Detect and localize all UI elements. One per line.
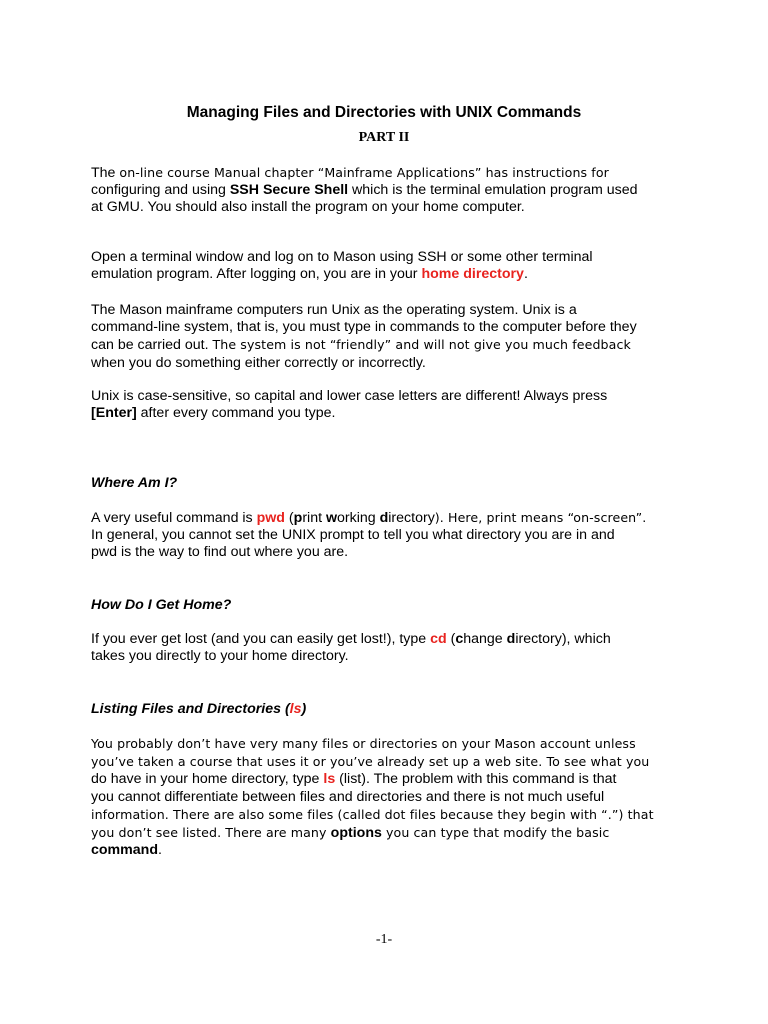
where-letter: p (293, 510, 303, 526)
how-do-i-get-home-heading: How Do I Get Home? (91, 597, 232, 613)
where-text: rint (302, 510, 326, 526)
home-text: takes you directly to your home directory. (91, 648, 349, 665)
mason-text: when you do something either correctly or incorrectly. (91, 354, 426, 371)
case-sensitive-paragraph (91, 388, 691, 422)
where-text: ( (284, 510, 294, 526)
listing-text: you don’t see listed. There are many (91, 825, 331, 841)
where-letter: d (379, 510, 389, 526)
mason-text: The Mason mainframe computers run Unix as the operating system. Unix is a (91, 302, 577, 318)
open-terminal-paragraph (91, 249, 691, 283)
intro-text: at GMU. You should also install the program on your home computer. (91, 199, 525, 216)
home-letter: c (455, 631, 464, 647)
cd-command: cd (430, 631, 447, 647)
where-am-i-heading: Where Am I? (91, 475, 178, 491)
get-home-paragraph (91, 631, 691, 665)
listing-text: information. There are also some files (called dot files because they begin with “.”) that (91, 806, 654, 822)
home-text: hange (463, 631, 507, 647)
pwd-command: pwd (256, 510, 285, 526)
home-text: irectory), which (515, 631, 611, 647)
page-number: -1- (375, 932, 393, 947)
where-text: irectory (388, 510, 435, 526)
listing-text: you cannot differentiate between files and directories and there is not much useful (91, 788, 605, 805)
open-text: Open a terminal window and log on to Mason using SSH or some other terminal (91, 249, 593, 265)
listing-text: do have in your home directory, type (91, 771, 324, 788)
open-text: emulation program. After logging on, you are in your (91, 266, 422, 283)
listing-text: you’ve taken a course that uses it or you’ve already set up a web site. To see what you (91, 754, 650, 770)
home-directory-term: home directory (421, 266, 524, 283)
case-text: after every command you type. (136, 405, 336, 422)
intro-text: on-line course Manual chapter “Mainframe Applications” has instructions for (119, 165, 609, 180)
intro-text: configuring and using (91, 182, 230, 199)
home-text: ( (446, 631, 456, 647)
ls-heading-term: ls (289, 701, 302, 717)
listing-text: you can type that modify the basic (381, 825, 610, 841)
home-letter: d (506, 631, 516, 647)
enter-key-term: [Enter] (91, 405, 137, 422)
intro-paragraph (91, 164, 691, 217)
listing-text: . (158, 842, 162, 859)
command-term: command (91, 842, 159, 859)
options-term: options (330, 825, 382, 842)
open-text: . (523, 266, 528, 283)
mason-text: can be carried out. (91, 337, 213, 354)
where-letter: w (325, 510, 338, 526)
case-text: Unix is case-sensitive, so capital and lower case letters are different! Always press (91, 388, 608, 404)
listing-text: (list). The problem with this command is that (335, 771, 617, 788)
home-text: If you ever get lost (and you can easily get lost!), type (91, 631, 431, 647)
where-text: pwd is the way to find out where you are. (91, 544, 349, 561)
listing-heading-text: Listing Files and Directories ( (91, 701, 290, 717)
mason-paragraph (91, 302, 691, 372)
listing-files-heading (91, 701, 306, 717)
listing-text: You probably don’t have very many files or directories on your Mason account unless (91, 736, 636, 751)
listing-files-paragraph (91, 735, 691, 859)
listing-heading-text: ) (301, 701, 307, 717)
intro-text: which is the terminal emulation program used (348, 182, 638, 199)
where-am-i-paragraph (91, 509, 691, 562)
where-text: A very useful command is (91, 510, 257, 526)
intro-text: The (91, 165, 120, 181)
mason-text: command-line system, that is, you must type in commands to the computer before they (91, 319, 637, 336)
where-text: In general, you cannot set the UNIX prompt to tell you what directory you are in and (91, 527, 615, 544)
part-label: PART II (358, 130, 410, 145)
where-text: orking (337, 510, 380, 526)
ls-command: ls (323, 771, 336, 788)
document-title: Managing Files and Directories with UNIX Commands (186, 104, 582, 121)
ssh-term: SSH Secure Shell (229, 182, 349, 199)
where-text: ). Here, print means “on-screen”. (434, 510, 647, 525)
mason-text: The system is not “friendly” and will not give you much feedback (212, 337, 631, 353)
